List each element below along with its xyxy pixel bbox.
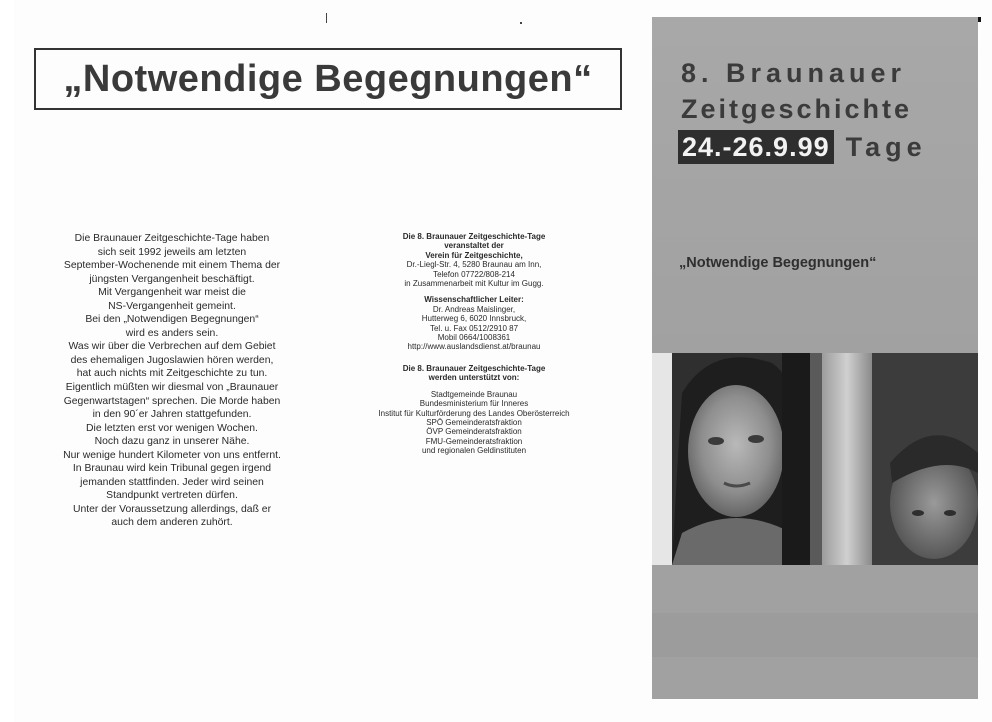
supporter-item: Institut für Kulturförderung des Landes Oberösterreich — [378, 408, 570, 418]
cover-title-line2: Zeitgeschichte — [681, 94, 913, 124]
intro-line: Die Braunauer Zeitgeschichte-Tage haben — [74, 233, 270, 244]
intro-line: jemanden stattfinden. Jeder wird seinen — [80, 476, 264, 488]
supporter-item: ÖVP Gemeinderatsfraktion — [426, 427, 522, 437]
organizer-partner: in Zusammenarbeit mit Kultur im Gugg. — [404, 279, 544, 289]
cover-dates: 24.-26.9.99 — [678, 130, 834, 164]
intro-line: Noch dazu ganz in unserer Nähe. — [94, 436, 250, 448]
photo-image — [652, 353, 978, 565]
intro-line: Gegenwartstagen“ sprechen. Die Morde haben — [63, 395, 281, 407]
organizer-heading: veranstaltet der — [444, 241, 504, 251]
intro-line: in den 90´er Jahren stattgefunden. — [92, 409, 252, 421]
intro-line: Die letzten erst vor wenigen Wochen. — [86, 422, 258, 434]
cover-panel — [652, 17, 978, 699]
intro-text — [40, 232, 304, 530]
scientific-lead-url[interactable]: http://www.auslandsdienst.at/braunau — [407, 342, 541, 352]
intro-line: Eigentlich müßten wir diesmal von „Braunauer — [65, 382, 279, 394]
intro-line: Standpunkt vertreten dürfen. — [106, 490, 238, 502]
scientific-lead-heading: Wissenschaftlicher Leiter: — [424, 295, 524, 305]
scan-mark — [326, 13, 327, 23]
page-left-edge — [0, 0, 14, 722]
scientific-lead-phone: Tel. u. Fax 0512/2910 87 — [429, 323, 519, 333]
supporter-item: Stadtgemeinde Braunau — [430, 389, 518, 399]
info-column — [372, 232, 576, 456]
organizer-address: Dr.-Liegl-Str. 4, 5280 Braunau am Inn, — [406, 260, 542, 270]
supporters-heading: werden unterstützt von: — [428, 373, 520, 383]
intro-line: Mit Vergangenheit war meist die — [98, 287, 246, 299]
intro-line: Bei den „Notwendigen Begegnungen“ — [85, 314, 259, 326]
title-box — [34, 48, 622, 110]
supporters-heading: Die 8. Braunauer Zeitgeschichte-Tage — [402, 363, 546, 373]
supporter-item: Bundesministerium für Inneres — [419, 399, 529, 409]
intro-line: NS-Vergangenheit gemeint. — [108, 300, 236, 312]
cover-date-row — [678, 129, 927, 165]
cover-photo — [652, 353, 978, 565]
cover-title-line1: 8. Braunauer — [681, 58, 907, 88]
intro-line: auch dem anderen zuhört. — [111, 517, 233, 529]
intro-line: des ehemaligen Jugoslawien hören werden, — [70, 354, 274, 366]
organizer-name: Verein für Zeitgeschichte, — [425, 250, 523, 260]
cover-subtitle: „Notwendige Begegnungen“ — [679, 255, 877, 271]
organizer-phone: Telefon 07722/808-214 — [433, 269, 515, 279]
intro-line: September-Wochenende mit einem Thema der — [63, 260, 281, 272]
intro-line: In Braunau wird kein Tribunal gegen irgend — [72, 463, 272, 475]
cover-bottom — [652, 565, 978, 699]
supporter-item: SPÖ Gemeinderatsfraktion — [426, 417, 522, 427]
intro-line: wird es anders sein. — [125, 327, 219, 339]
intro-line: Nur wenige hundert Kilometer von uns entfernt. — [63, 449, 281, 461]
document-title: „Notwendige Begegnungen“ — [63, 57, 593, 100]
scan-mark — [520, 22, 522, 24]
scientific-lead-address: Hutterweg 6, 6020 Innsbruck, — [421, 314, 527, 324]
cover-title-line3: Tage — [845, 131, 927, 162]
intro-line: sich seit 1992 jeweils am letzten — [97, 246, 247, 258]
scientific-lead-name: Dr. Andreas Maislinger, — [432, 304, 516, 314]
organizer-heading: Die 8. Braunauer Zeitgeschichte-Tage — [402, 232, 546, 241]
intro-line: Was wir über die Verbrechen auf dem Gebiet — [68, 341, 276, 353]
supporter-item: FMU-Gemeinderatsfraktion — [425, 436, 523, 446]
scientific-lead-mobile: Mobil 0664/1008361 — [437, 333, 511, 343]
intro-line: jüngsten Vergangenheit beschäftigt. — [89, 273, 255, 285]
intro-line: Unter der Voraussetzung allerdings, daß er — [72, 503, 272, 515]
supporter-item: und regionalen Geldinstituten — [421, 446, 527, 456]
intro-line: hat auch nichts mit Zeitgeschichte zu tun. — [76, 368, 268, 380]
